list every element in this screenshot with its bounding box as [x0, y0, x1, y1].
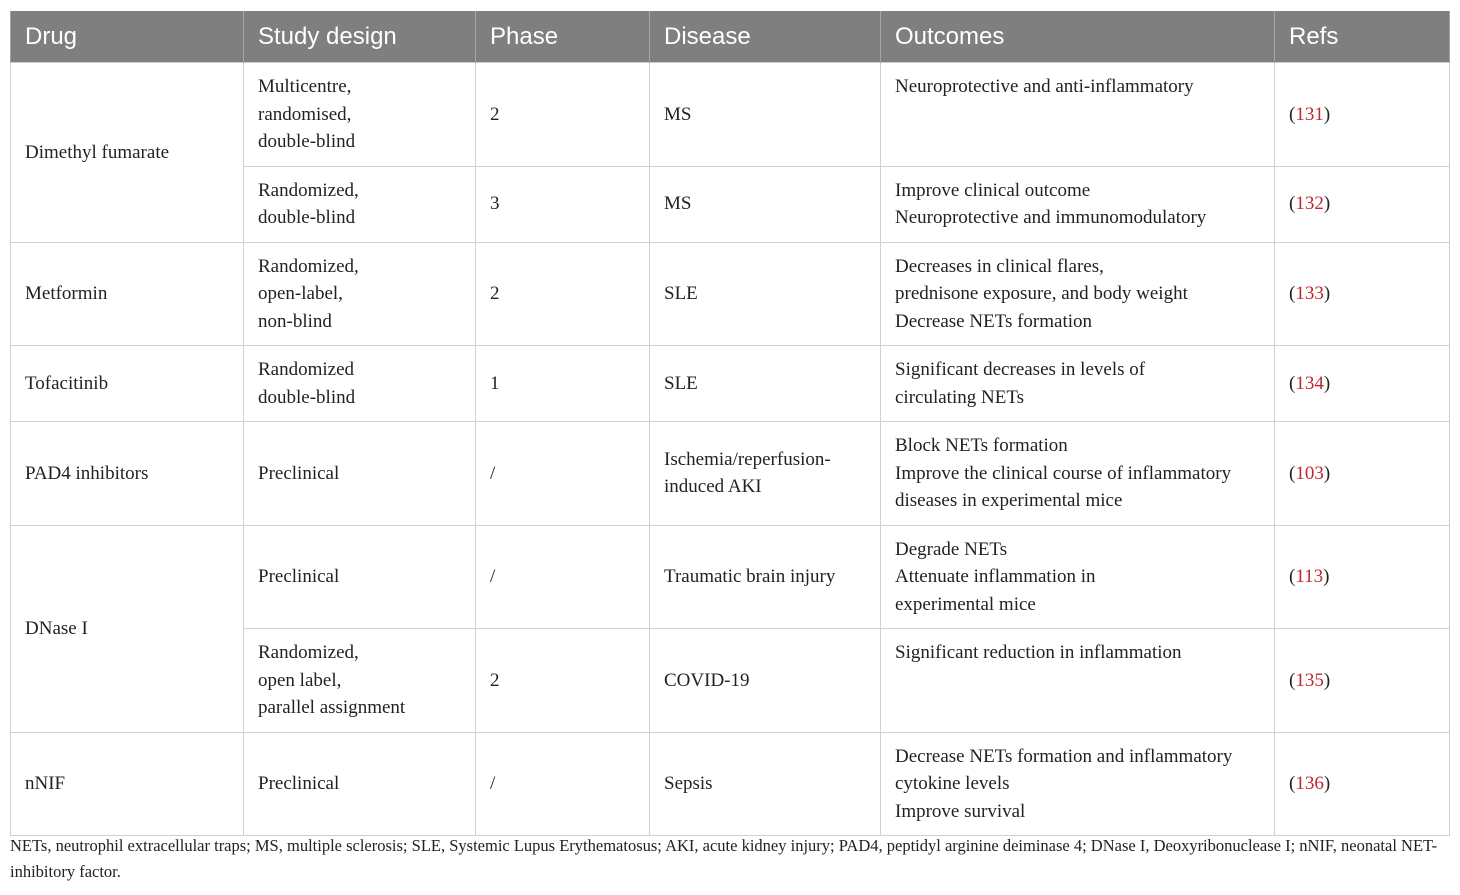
ref-open-paren: (	[1289, 193, 1296, 215]
disease-cell: MS	[650, 63, 881, 167]
refs-cell	[1275, 525, 1450, 629]
outcomes-cell: Block NETs formation Improve the clinical course of inflammatory diseases in experimental mice	[881, 422, 1275, 526]
ref-open-paren: (	[1289, 566, 1296, 587]
header-phase: Phase	[476, 11, 650, 63]
refs-cell	[1275, 346, 1450, 422]
ref-open-paren: (	[1289, 283, 1296, 304]
study-design-cell: Randomized double-blind	[244, 346, 476, 422]
phase-cell: /	[476, 422, 650, 526]
phase-cell: 2	[476, 629, 650, 733]
ref-link[interactable]: 133	[1295, 283, 1324, 304]
ref-close-paren: )	[1323, 283, 1331, 304]
ref-close-paren: )	[1323, 462, 1331, 484]
phase-cell: 2	[476, 63, 650, 167]
ref-close-paren: )	[1323, 566, 1330, 587]
ref-link[interactable]: 131	[1295, 103, 1324, 125]
disease-cell: COVID-19	[650, 629, 881, 733]
disease-cell: MS	[650, 166, 881, 242]
study-design-cell: Randomized, double-blind	[244, 166, 476, 242]
ref-link[interactable]: 113	[1295, 566, 1324, 587]
study-design-cell: Preclinical	[244, 422, 476, 526]
ref-close-paren: )	[1323, 193, 1331, 215]
header-refs: Refs	[1275, 11, 1450, 63]
table-row	[11, 525, 1450, 629]
ref-open-paren: (	[1289, 372, 1296, 394]
ref-open-paren: (	[1289, 103, 1296, 125]
study-design-cell: Randomized, open label, parallel assignment	[244, 629, 476, 733]
refs-cell	[1275, 732, 1450, 836]
header-study-design: Study design	[244, 11, 476, 63]
phase-cell: /	[476, 525, 650, 629]
drug-cell: PAD4 inhibitors	[11, 422, 244, 526]
table-header	[11, 11, 1450, 63]
ref-close-paren: )	[1323, 669, 1331, 691]
drug-cell: Metformin	[11, 242, 244, 346]
disease-cell: SLE	[650, 242, 881, 346]
ref-open-paren: (	[1289, 669, 1296, 691]
outcomes-cell: Significant decreases in levels of circulating NETs	[881, 346, 1275, 422]
header-outcomes: Outcomes	[881, 11, 1275, 63]
study-design-cell: Preclinical	[244, 732, 476, 836]
table-row	[11, 732, 1450, 836]
ref-close-paren: )	[1323, 773, 1331, 794]
ref-link[interactable]: 135	[1295, 669, 1324, 691]
table-container	[10, 11, 1449, 836]
study-design-cell: Preclinical	[244, 525, 476, 629]
disease-cell: Ischemia/reperfusion- induced AKI	[650, 422, 881, 526]
ref-open-paren: (	[1289, 773, 1296, 794]
drug-cell: DNase I	[11, 525, 244, 732]
header-row	[11, 11, 1450, 63]
refs-cell	[1275, 166, 1450, 242]
disease-cell: Sepsis	[650, 732, 881, 836]
outcomes-cell: Decreases in clinical flares, prednisone exposure, and body weight Decrease NETs formation	[881, 242, 1275, 346]
drug-table	[10, 11, 1450, 836]
table-row	[11, 346, 1450, 422]
disease-cell: SLE	[650, 346, 881, 422]
phase-cell: 3	[476, 166, 650, 242]
drug-cell: nNIF	[11, 732, 244, 836]
refs-cell	[1275, 242, 1450, 346]
ref-close-paren: )	[1323, 103, 1331, 125]
header-drug: Drug	[11, 11, 244, 63]
outcomes-cell: Decrease NETs formation and inflammatory cytokine levels Improve survival	[881, 732, 1275, 836]
study-design-cell: Randomized, open-label, non-blind	[244, 242, 476, 346]
outcomes-cell: Significant reduction in inflammation	[881, 629, 1275, 733]
disease-cell: Traumatic brain injury	[650, 525, 881, 629]
table-body	[11, 63, 1450, 836]
outcomes-cell: Neuroprotective and anti-inflammatory	[881, 63, 1275, 167]
ref-link[interactable]: 134	[1295, 372, 1324, 394]
header-disease: Disease	[650, 11, 881, 63]
study-design-cell: Multicentre, randomised, double-blind	[244, 63, 476, 167]
phase-cell: 1	[476, 346, 650, 422]
ref-open-paren: (	[1289, 462, 1296, 484]
ref-link[interactable]: 103	[1295, 462, 1324, 484]
ref-link[interactable]: 136	[1295, 773, 1324, 794]
ref-link[interactable]: 132	[1295, 193, 1324, 215]
refs-cell	[1275, 63, 1450, 167]
refs-cell	[1275, 629, 1450, 733]
outcomes-cell: Improve clinical outcome Neuroprotective and immunomodulatory	[881, 166, 1275, 242]
outcomes-cell: Degrade NETs Attenuate inflammation in experimental mice	[881, 525, 1275, 629]
table-footnote: NETs, neutrophil extracellular traps; MS, multiple sclerosis; SLE, Systemic Lupus Erythematosus; AKI, acute kidney injury; PAD4, peptidyl arginine deiminase 4; DNase I, Deoxyribonuclease I; nNIF, neonatal NET-inhibitory factor.	[10, 836, 1438, 881]
table-row	[11, 242, 1450, 346]
phase-cell: /	[476, 732, 650, 836]
table-row	[11, 422, 1450, 526]
table-row	[11, 63, 1450, 167]
refs-cell	[1275, 422, 1450, 526]
phase-cell: 2	[476, 242, 650, 346]
drug-cell: Tofacitinib	[11, 346, 244, 422]
drug-cell: Dimethyl fumarate	[11, 63, 244, 243]
ref-close-paren: )	[1323, 372, 1331, 394]
